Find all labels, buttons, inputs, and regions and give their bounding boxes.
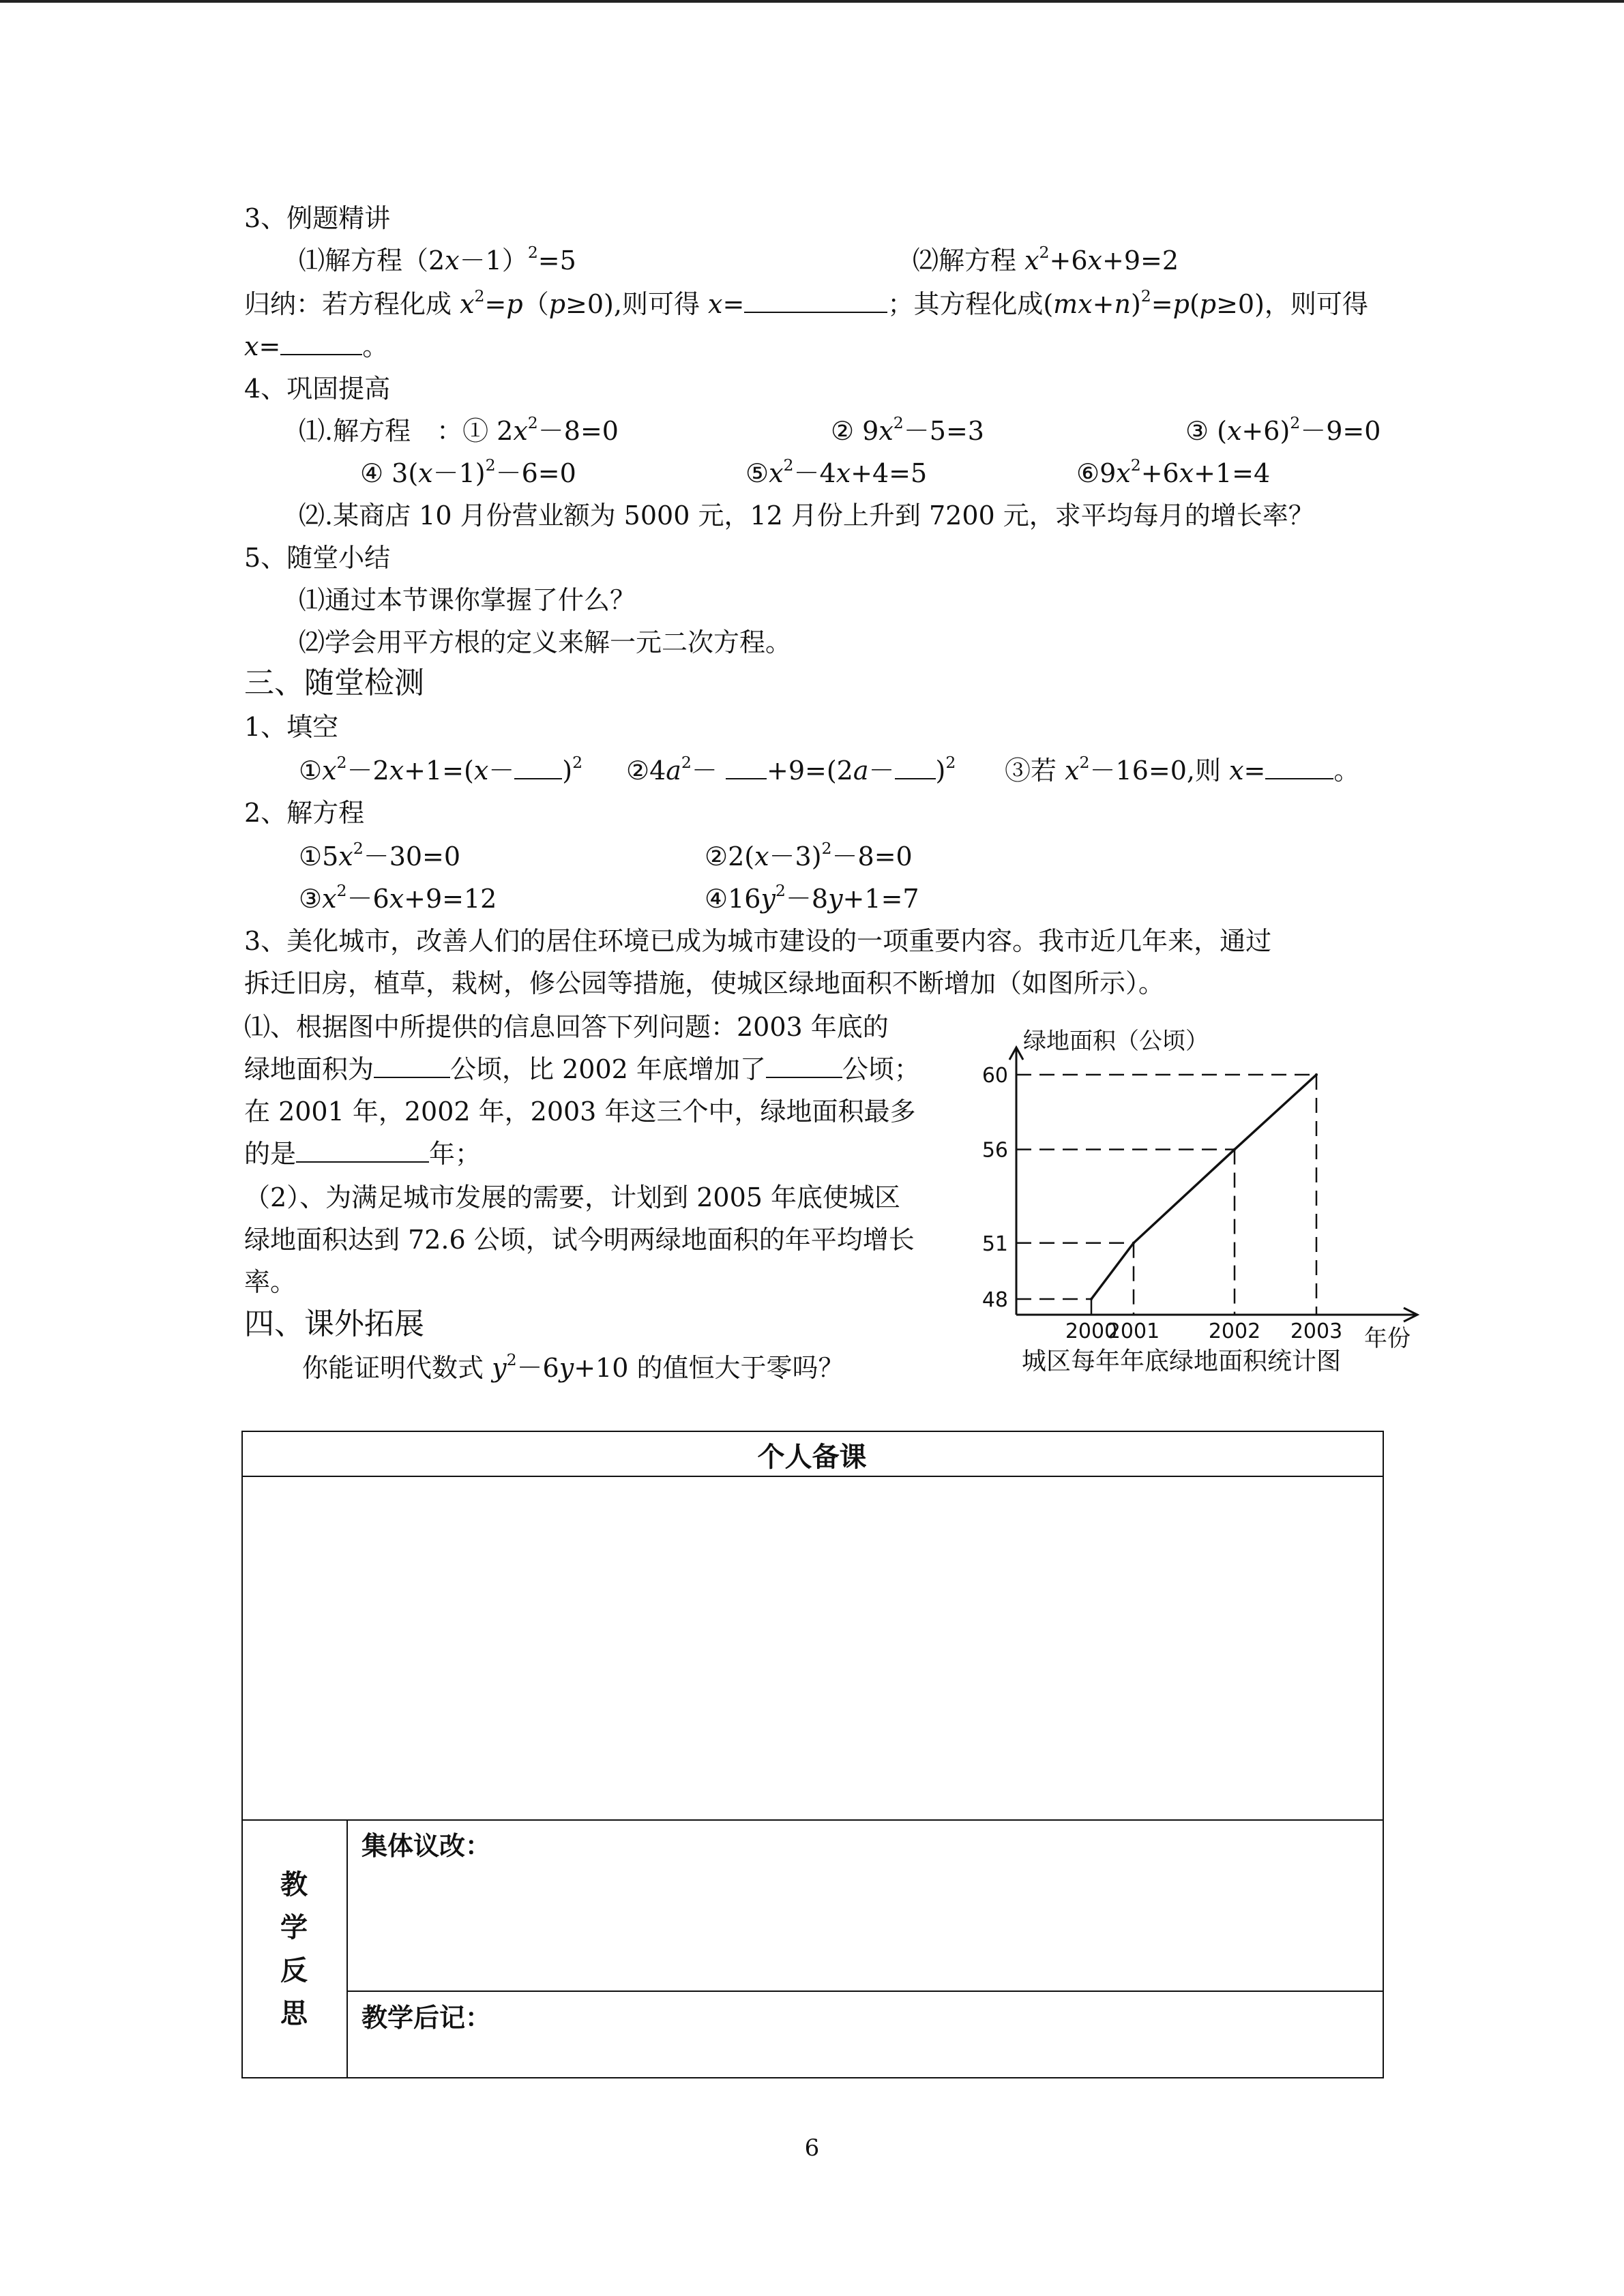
fill-blank-3: ③若 $x^2-16=0$,则 x= 。 <box>1005 752 1360 786</box>
question-line-5: （2）、为满足城市发展的需要，计划到 2005 年底使城区 <box>244 1182 901 1212</box>
summary-line: 归纳：若方程化成 $x^2=p(p\ge 0)$,则可得 x= ；其方程化成$(mx+n)^2=p(p\ge 0)$，则可得 <box>244 286 1368 319</box>
equation-2: $②2(x-3)^2-8=0$ <box>705 838 913 871</box>
section-quiz-title: 三、随堂检测 <box>244 666 424 700</box>
data-point <box>1233 1148 1236 1151</box>
summary-item-1: ⑴通过本节课你掌握了什么？ <box>299 585 636 615</box>
answer-blank <box>895 755 936 779</box>
equation-3: $③x^2-6x+9=12$ <box>299 880 497 914</box>
y-axis-label: 绿地面积（公顷） <box>1023 1028 1209 1055</box>
table-divider <box>346 1819 348 2078</box>
answer-blank <box>374 1054 450 1078</box>
exercise-6: $⑥9x^2+6x+1=4$ <box>1076 455 1271 488</box>
green-space-paragraph-1: 3、美化城市，改善人们的居住环境已成为城市建设的一项重要内容。我市近几年来，通过 <box>244 926 1272 956</box>
exercise-5: $⑤x^2-4x+4=5$ <box>745 455 928 488</box>
answer-blank <box>726 755 767 779</box>
y-tick-label: 51 <box>981 1232 1008 1256</box>
x-tick-label: 2003 <box>1290 1320 1343 1343</box>
table-divider <box>346 1991 1384 1992</box>
fill-blank-1: $①x^2-2x+1=(x- )^2$ <box>299 752 583 786</box>
summary-item-2: ⑵学会用平方根的定义来解一元二次方程。 <box>299 627 792 657</box>
exercise-3: ③ $(x+6)^2-9=0$ <box>1185 413 1381 446</box>
group-revision-label: 集体议改： <box>361 1831 492 1861</box>
section-extension-title: 四、课外拓展 <box>244 1307 424 1341</box>
chart-title: 城区每年年底绿地面积统计图 <box>1022 1347 1342 1375</box>
summary-line-2: x= 。 <box>244 331 389 361</box>
solve-equations-title: 2、解方程 <box>244 798 365 828</box>
y-tick-label: 60 <box>981 1064 1008 1088</box>
equation-1: $①5x^2-30=0$ <box>299 838 461 871</box>
question-line-4: 的是 年； <box>244 1139 482 1169</box>
section-summary-title: 5、随堂小结 <box>244 543 391 573</box>
answer-blank <box>744 288 887 313</box>
data-point <box>1090 1298 1093 1300</box>
example-equation-2: ⑵解方程 $x^2+6x+9=2$ <box>913 242 1179 275</box>
question-line-7: 率。 <box>244 1267 297 1297</box>
green-space-paragraph-2: 拆迁旧房，植草，栽树，修公园等措施，使城区绿地面积不断增加（如图所示）。 <box>244 968 1165 998</box>
x-tick-label: 2002 <box>1208 1320 1261 1343</box>
question-line-1: ⑴、根据图中所提供的信息回答下列问题：2003 年底的 <box>244 1012 889 1042</box>
reflection-char: 学 <box>280 1912 308 1943</box>
x-tick-label: 2001 <box>1107 1320 1160 1343</box>
section-example-title: 3、例题精讲 <box>244 203 391 233</box>
extension-question: 你能证明代数式 $y^2-6y+10$ 的值恒大于零吗？ <box>302 1350 844 1383</box>
growth-rate-question: ⑵.某商店 10 月份营业额为 5000 元，12 月份上升到 7200 元，求平均每月的增长率？ <box>299 501 1314 531</box>
question-line-3: 在 2001 年，2002 年，2003 年这三个中，绿地面积最多 <box>244 1097 916 1127</box>
table-divider <box>241 1819 1384 1821</box>
x-axis-label: 年份 <box>1364 1325 1411 1352</box>
exercise-row-1: ⑴.解方程 ：① $2x^2-8=0$ <box>299 413 619 446</box>
personal-prep-heading: 个人备课 <box>757 1442 867 1473</box>
series-line <box>1091 1075 1316 1299</box>
data-point <box>1315 1073 1318 1076</box>
fill-blank-2: $②4a^2- +9=(2a- )^2$ <box>626 752 956 786</box>
x-tick-label: 2000 <box>1065 1320 1118 1343</box>
equation-4: $④16y^2-8y+1=7$ <box>705 880 919 914</box>
data-point <box>1132 1242 1135 1244</box>
table-divider <box>241 1476 1384 1477</box>
answer-blank <box>280 331 362 355</box>
green-area-chart <box>962 1016 1439 1384</box>
reflection-char: 教 <box>280 1869 308 1900</box>
top-border-line <box>0 0 1624 3</box>
fill-blank-title: 1、填空 <box>244 712 339 742</box>
answer-blank <box>296 1138 429 1163</box>
exercise-4: ④ $3(x-1)^2-6=0$ <box>360 455 576 488</box>
question-line-6: 绿地面积达到 72.6 公顷，试今明两绿地面积的年平均增长 <box>244 1225 915 1255</box>
teaching-notes-label: 教学后记： <box>361 2003 492 2033</box>
reflection-char: 反 <box>280 1955 308 1986</box>
section-consolidate-title: 4、巩固提高 <box>244 374 391 404</box>
answer-blank <box>1265 755 1333 779</box>
y-tick-label: 48 <box>981 1288 1008 1312</box>
reflection-char: 思 <box>280 1998 308 2029</box>
answer-blank <box>514 755 562 779</box>
exercise-2: ② $9x^2-5=3$ <box>831 413 984 446</box>
lesson-prep-table <box>241 1431 1384 2078</box>
question-line-2: 绿地面积为 公顷，比 2002 年底增加了 公顷； <box>244 1054 920 1084</box>
y-tick-label: 56 <box>981 1138 1008 1163</box>
answer-blank <box>766 1054 842 1078</box>
page-number: 6 <box>804 2134 820 2162</box>
example-equation-1: ⑴解方程$(2x-1)^2=5$ <box>299 242 576 275</box>
